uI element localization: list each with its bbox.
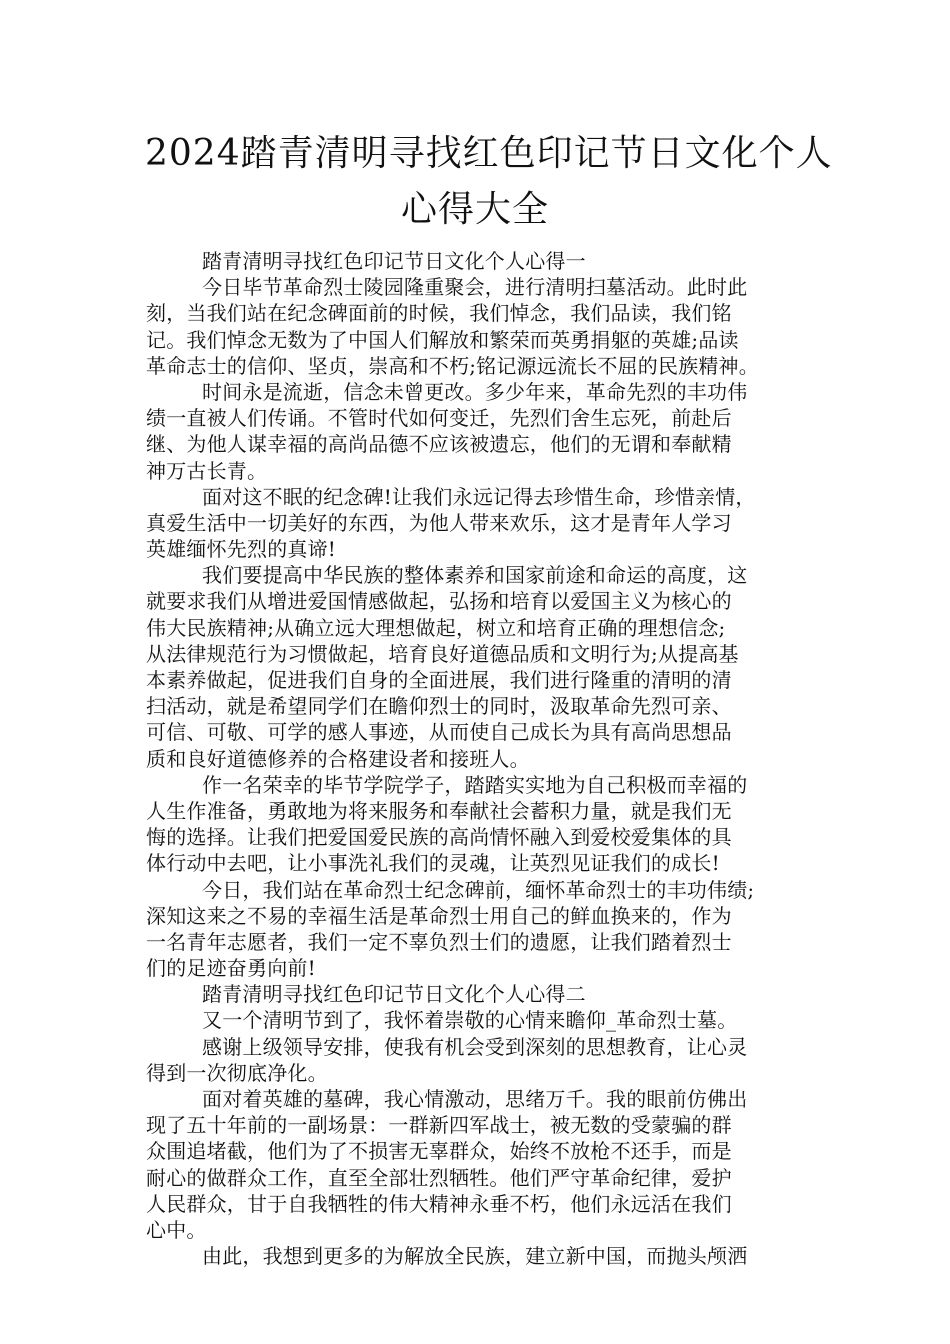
body-text-line: 又一个清明节到了，我怀着崇敬的心情来瞻仰_革命烈士墓。 xyxy=(202,1008,738,1033)
body-text-line: 面对这不眠的纪念碑!让我们永远记得去珍惜生命，珍惜亲情， xyxy=(202,484,756,509)
body-text-line: 英雄缅怀先烈的真谛! xyxy=(146,537,337,562)
body-text-line: 悔的选择。让我们把爱国爱民族的高尚情怀融入到爱校爱集体的具 xyxy=(146,825,732,850)
body-text-line: 革命志士的信仰、坚贞，崇高和不朽;铭记源远流长不屈的民族精神。 xyxy=(146,353,759,378)
body-text-line: 本素养做起，促进我们自身的全面进展，我们进行隆重的清明的清 xyxy=(146,668,732,692)
document-title xyxy=(145,126,833,238)
body-text-line: 人生作准备，勇敢地为将来服务和奉献社会蓄积力量，就是我们无 xyxy=(146,798,732,823)
body-text-line: 深知这来之不易的幸福生活是革命烈士用自己的鲜血换来的，作为 xyxy=(146,903,732,928)
body-text-line: 现了五十年前的一副场景：一群新四军战士，被无数的受蒙骗的群 xyxy=(146,1113,732,1138)
body-text-line: 真爱生活中一切美好的东西，为他人带来欢乐，这才是青年人学习 xyxy=(146,510,732,535)
body-text-line: 踏青清明寻找红色印记节日文化个人心得一 xyxy=(202,249,586,273)
body-text-line: 神万古长青。 xyxy=(146,458,268,483)
body-text-line: 我们要提高中华民族的整体素养和国家前途和命运的高度，这 xyxy=(202,563,748,588)
document-title-line: 2024踏青清明寻找红色印记节日文化个人 xyxy=(145,133,833,174)
body-text-line: 人民群众，甘于自我牺牲的伟大精神永垂不朽，他们永远活在我们 xyxy=(146,1191,732,1216)
body-text-line: 刻，当我们站在纪念碑面前的时候，我们悼念，我们品读，我们铭 xyxy=(146,301,732,326)
body-text-line: 众围追堵截，他们为了不损害无辜群众，始终不放枪不还手，而是 xyxy=(146,1139,732,1164)
body-text-line: 今日毕节革命烈士陵园隆重聚会，进行清明扫墓活动。此时此 xyxy=(202,275,748,300)
body-text-line: 作一名荣幸的毕节学院学子，踏踏实实地为自己积极而幸福的 xyxy=(202,772,748,797)
body-text-line: 面对着英雄的墓碑，我心情激动，思绪万千。我的眼前仿佛出 xyxy=(202,1087,748,1111)
body-text-line: 继、为他人谋幸福的高尚品德不应该被遗忘，他们的无谓和奉献精 xyxy=(146,432,732,457)
document-body xyxy=(146,248,810,1269)
body-text-line: 们的足迹奋勇向前! xyxy=(146,956,316,981)
body-text-line: 记。我们悼念无数为了中国人们解放和繁荣而英勇捐躯的英雄;品读 xyxy=(146,327,739,352)
body-text-line: 今日，我们站在革命烈士纪念碑前，缅怀革命烈士的丰功伟绩; xyxy=(202,877,755,902)
body-text-line: 伟大民族精神;从确立远大理想做起，树立和培育正确的理想信念; xyxy=(146,615,726,640)
body-text-line: 从法律规范行为习惯做起，培育良好道德品质和文明行为;从提高基 xyxy=(146,641,739,666)
body-text-line: 一名青年志愿者，我们一定不辜负烈士们的遗愿，让我们踏着烈士 xyxy=(146,929,732,954)
body-text-line: 心中。 xyxy=(146,1217,207,1242)
body-text-line: 可信、可敬、可学的感人事迹，从而使自己成长为具有高尚思想品 xyxy=(146,720,732,745)
body-text-line: 时间永是流逝，信念未曾更改。多少年来，革命先烈的丰功伟 xyxy=(202,379,748,404)
body-text-line: 就要求我们从增进爱国情感做起，弘扬和培育以爱国主义为核心的 xyxy=(146,589,732,614)
body-text-line: 质和良好道德修养的合格建设者和接班人。 xyxy=(146,746,530,771)
body-text-line: 扫活动，就是希望同学们在瞻仰烈士的同时，汲取革命先烈可亲、 xyxy=(146,694,732,719)
document-title-line: 心得大全 xyxy=(400,189,549,230)
body-text-line: 感谢上级领导安排，使我有机会受到深刻的思想教育，让心灵 xyxy=(202,1034,748,1059)
body-text-line: 耐心的做群众工作，直至全部壮烈牺牲。他们严守革命纪律，爱护 xyxy=(146,1165,732,1190)
body-text-line: 绩一直被人们传诵。不管时代如何变迁，先烈们舍生忘死，前赴后 xyxy=(146,406,732,431)
body-text-line: 得到一次彻底净化。 xyxy=(146,1060,328,1085)
body-text-line: 由此，我想到更多的为解放全民族，建立新中国，而抛头颅洒 xyxy=(202,1244,748,1269)
body-text-line: 踏青清明寻找红色印记节日文化个人心得二 xyxy=(202,982,586,1007)
body-text-line: 体行动中去吧，让小事洗礼我们的灵魂，让英烈见证我们的成长! xyxy=(146,851,720,876)
